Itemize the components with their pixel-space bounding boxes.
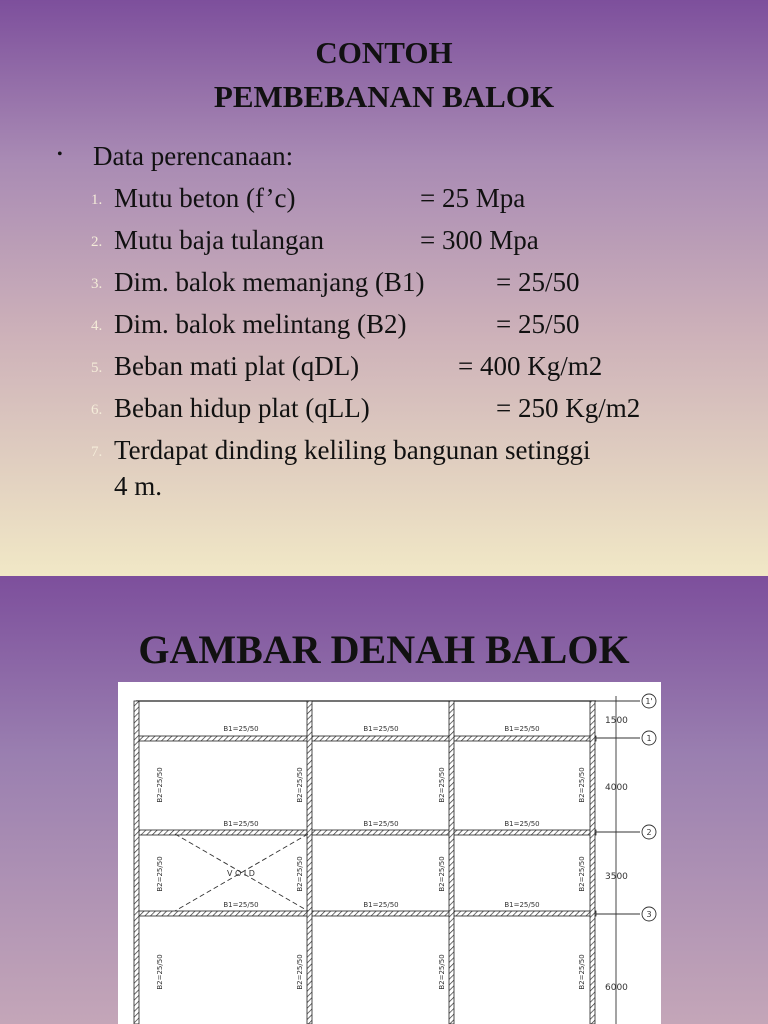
beam-b1-label: B1=25/50: [504, 820, 540, 828]
item-label: Mutu beton (f’c): [114, 183, 296, 213]
item-label-line1: Terdapat dinding keliling bangunan setinggi: [114, 435, 591, 465]
axis-markers: [642, 694, 656, 921]
item-value: = 300 Mpa: [420, 225, 539, 255]
beam-b1: [136, 736, 596, 741]
dimension-label: 4000: [605, 783, 628, 793]
beam-b2-label: B2=25/50: [438, 856, 446, 892]
axis-marker-label: 1: [646, 734, 652, 743]
item-number: 6.: [91, 402, 103, 418]
horizontal-beams: [136, 701, 596, 916]
beam-b2: [449, 701, 454, 1024]
slide-title-line2: PEMBEBANAN BALOK: [213, 79, 555, 114]
beam-b2: [307, 701, 312, 1024]
item-value: = 25 Mpa: [420, 183, 526, 213]
beam-b2-label: B2=25/50: [438, 954, 446, 990]
beam-b2-label: B2=25/50: [296, 856, 304, 892]
dimension-label: 1500: [605, 716, 628, 726]
item-number: 3.: [91, 276, 103, 292]
axis-marker-label: 2: [646, 828, 652, 837]
beam-b2-label: B2=25/50: [578, 954, 586, 990]
beam-b1-label: B1=25/50: [223, 820, 259, 828]
beam-b2: [590, 701, 595, 1024]
item-number: 7.: [91, 444, 103, 460]
bullet-icon: •: [57, 146, 63, 163]
item-label: Beban mati plat (qDL): [114, 351, 360, 381]
item-value: = 250 Kg/m2: [496, 393, 641, 423]
beam-b1-label: B1=25/50: [363, 901, 399, 909]
vertical-beams: [134, 701, 595, 1024]
beam-b1: [136, 911, 596, 916]
beam-b2-label: B2=25/50: [156, 767, 164, 803]
beam-b2-label: B2=25/50: [438, 767, 446, 803]
item-label: Dim. balok melintang (B2): [114, 309, 407, 339]
item-value: = 25/50: [496, 267, 580, 297]
void-label: V O I D: [227, 869, 255, 878]
slide-title: GAMBAR DENAH BALOK: [138, 627, 630, 672]
item-label: Mutu baja tulangan: [114, 225, 324, 255]
beam-b2-label: B2=25/50: [296, 954, 304, 990]
beam-b2: [134, 701, 139, 1024]
beam-b1-label: B1=25/50: [363, 725, 399, 733]
void-cross: [175, 834, 308, 911]
item-number: 4.: [91, 318, 103, 334]
item-number: 5.: [91, 360, 103, 376]
dimension-label: 3500: [605, 872, 628, 882]
slide-gambar-denah: [0, 576, 768, 1024]
dimension-line: [596, 696, 640, 1024]
beam-b2-label: B2=25/50: [156, 954, 164, 990]
beam-b2-label: B2=25/50: [578, 856, 586, 892]
beam-b1-label: B1=25/50: [504, 901, 540, 909]
beam-b1-label: B1=25/50: [223, 901, 259, 909]
beam-b2-label: B2=25/50: [296, 767, 304, 803]
item-label: Dim. balok memanjang (B1): [114, 267, 425, 297]
item-label: Beban hidup plat (qLL): [114, 393, 370, 423]
beam-b1-label: B1=25/50: [223, 725, 259, 733]
item-value: = 400 Kg/m2: [458, 351, 603, 381]
b1-labels: [223, 725, 539, 909]
floor-plan-drawing: [118, 682, 661, 1024]
slide-title-line1: CONTOH: [315, 35, 453, 70]
beam-b2-label: B2=25/50: [156, 856, 164, 892]
beam-b2-label: B2=25/50: [578, 767, 586, 803]
item-number: 2.: [91, 234, 103, 250]
b2-labels: [156, 767, 586, 989]
item-value: = 25/50: [496, 309, 580, 339]
item-label-line2: 4 m.: [114, 471, 163, 501]
axis-marker-label: 1': [645, 697, 653, 706]
floor-plan-svg: [118, 682, 661, 1024]
beam-b1: [136, 830, 596, 835]
item-number: 1.: [91, 192, 103, 208]
lead-text: Data perencanaan:: [93, 141, 294, 171]
beam-b1-label: B1=25/50: [363, 820, 399, 828]
axis-marker-label: 3: [646, 910, 652, 919]
dimension-label: 6000: [605, 983, 628, 993]
beam-b1-label: B1=25/50: [504, 725, 540, 733]
